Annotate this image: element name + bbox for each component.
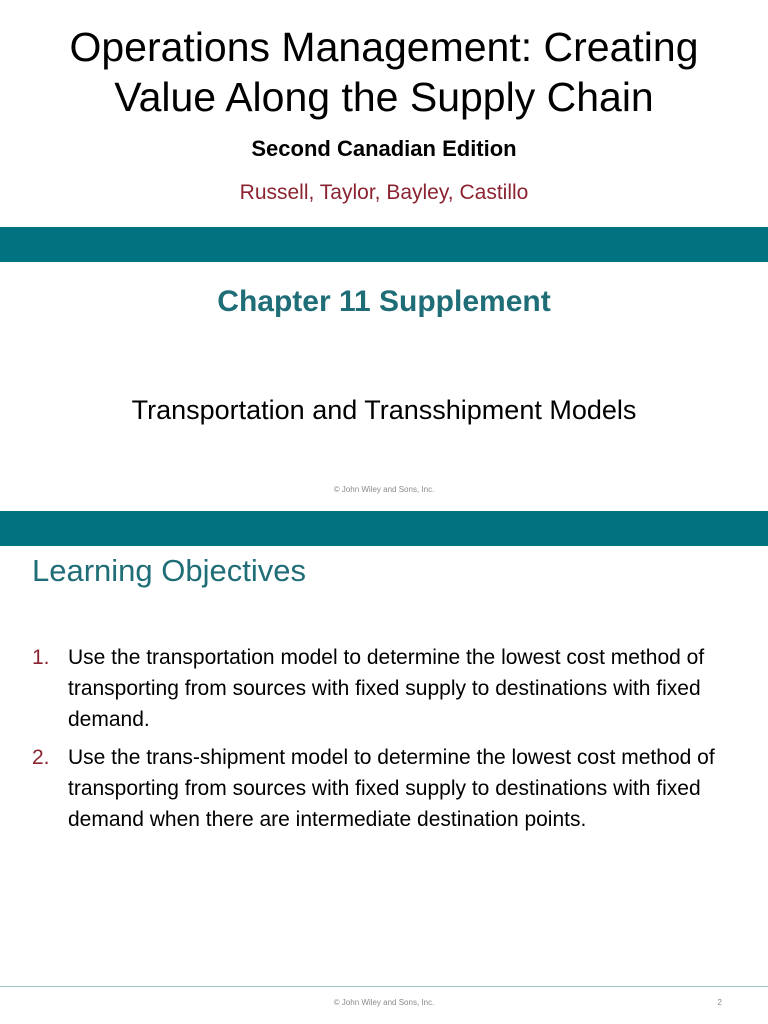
authors-line: Russell, Taylor, Bayley, Castillo bbox=[239, 181, 529, 204]
objective-text: Use the trans-shipment model to determine the lowest cost method of transporting from sources with fixed supply to destinations with fixed demand when there are intermediate destination points. bbox=[68, 746, 715, 831]
book-title-line-1: Operations Management: Creating bbox=[69, 24, 699, 70]
objective-item-2 bbox=[32, 742, 732, 835]
accent-band-middle bbox=[0, 511, 768, 546]
objective-text: Use the transportation model to determine the lowest cost method of transporting from sources with fixed supply to destinations with fixed demand. bbox=[68, 646, 705, 731]
objective-item-1 bbox=[32, 642, 732, 735]
slide1-copyright: © John Wiley and Sons, Inc. bbox=[333, 485, 435, 494]
chapter-subtitle: Transportation and Transshipment Models bbox=[131, 395, 637, 425]
slide2-copyright: © John Wiley and Sons, Inc. bbox=[333, 998, 435, 1007]
objectives-list bbox=[32, 642, 732, 842]
learning-objectives-title: Learning Objectives bbox=[32, 553, 306, 588]
objective-number: 1. bbox=[32, 646, 50, 669]
book-title-line-2: Value Along the Supply Chain bbox=[114, 74, 654, 120]
book-title bbox=[0, 22, 768, 122]
chapter-heading: Chapter 11 Supplement bbox=[217, 285, 551, 318]
footer-divider bbox=[0, 986, 768, 987]
page-number: 2 bbox=[717, 998, 722, 1007]
objective-number: 2. bbox=[32, 746, 50, 769]
edition-label: Second Canadian Edition bbox=[251, 136, 517, 161]
accent-band-top bbox=[0, 227, 768, 262]
